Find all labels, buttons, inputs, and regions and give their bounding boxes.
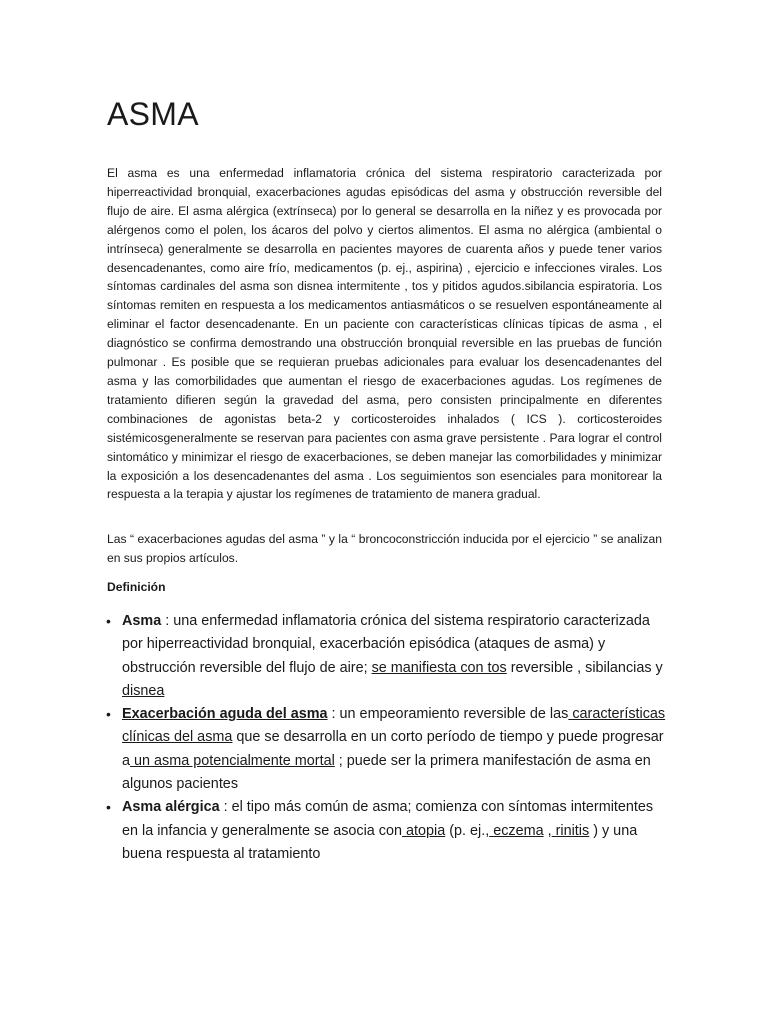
definition-text: ) y una buena respuesta al tratamiento xyxy=(122,822,638,862)
definition-text: : una enfermedad inflamatoria crónica del sistema respiratorio caracterizada por hiperreactividad bronquial, exacerbación episódica (ataques de asma) y obstrucción reversible del flujo de aire; xyxy=(122,613,650,676)
definition-item-asma xyxy=(106,610,667,703)
definition-item-asma-alergica xyxy=(106,796,667,866)
document-title: ASMA xyxy=(107,96,199,132)
link-rinitis[interactable]: rinitis xyxy=(551,822,590,839)
term-label: Asma xyxy=(122,613,162,629)
link-atopia[interactable]: atopia xyxy=(402,822,446,839)
link-se-manifiesta-con-tos[interactable]: se manifiesta con tos xyxy=(371,659,507,676)
definition-text: : el tipo más común de asma; comienza con síntomas intermitentes en la infancia y generalmente se asocia con xyxy=(122,799,654,839)
term-label: Asma alérgica xyxy=(122,799,220,816)
bullet-icon: • xyxy=(106,613,111,629)
definition-text: : un empeoramiento reversible de las xyxy=(327,706,569,723)
related-articles-paragraph: Las “ exacerbaciones agudas del asma ” y la “ broncoconstricción inducida por el ejercicio ” se analizan en sus propios artículos. xyxy=(107,532,662,565)
link-eczema[interactable]: eczema xyxy=(489,822,544,839)
definition-text: que se desarrolla en un corto período de tiempo y puede progresar a xyxy=(122,729,664,769)
link-asma-potencialmente-mortal[interactable]: un asma potencialmente mortal xyxy=(130,752,335,769)
definition-list xyxy=(106,610,667,866)
bullet-icon: • xyxy=(106,706,111,723)
intro-paragraph: El asma es una enfermedad inflamatoria crónica del sistema respiratorio caracterizada por hiperreactividad bronquial, exacerbaciones agudas episódicas del asma y obstrucción reversible del flujo de aire. El asma alérgica (extrínseca) por lo general se desarrolla en la niñez y es provocada por alérgenos como el polen, los ácaros del polvo y ciertos alimentos. El asma no alérgica (ambiental o intrínseca) generalmente se desarrolla en pacientes mayores de cuarenta años y puede tener varios desencadenantes, como aire frío, medicamentos (p. ej., aspirina) , ejercicio e infecciones virales. Los síntomas cardinales del asma son disnea intermitente , tos y pitidos agudos.sibilancia espiratoria. Los síntomas remiten en respuesta a los medicamentos antiasmáticos o se resuelven espontáneamente al eliminar el factor desencadenante. En un paciente con características clínicas típicas de asma , el diagnóstico se confirma demostrando una obstrucción bronquial reversible en las pruebas de función pulmonar . Es posible que se requieran pruebas adicionales para evaluar los desencadenantes del asma y las comorbilidades que aumentan el riesgo de exacerbaciones agudas. Los regímenes de tratamiento difieren según la gravedad del asma, pero consisten principalmente en diferentes combinaciones de agonistas beta-2 y corticosteroides inhalados ( ICS ). corticosteroides sistémicosgeneralmente se reservan para pacientes con asma grave persistente . Para lograr el control sintomático y minimizar el riesgo de exacerbaciones, se deben manejar las comorbilidades y minimizar la exposición a los desencadenantes del asma . Los seguimientos son esenciales para monitorear la respuesta a la terapia y ajustar los regímenes de tratamiento de manera gradual. xyxy=(107,166,662,502)
link-caracteristicas-clinicas[interactable]: características clínicas del asma xyxy=(122,706,666,746)
link-disnea[interactable]: disnea xyxy=(122,682,165,699)
definition-heading: Definición xyxy=(107,580,166,594)
bullet-icon: • xyxy=(106,799,111,816)
definition-text: reversible , sibilancias y xyxy=(506,659,663,676)
term-link-exacerbacion[interactable]: Exacerbación aguda del asma xyxy=(122,706,328,723)
definition-text: ; puede ser la primera manifestación de asma en algunos pacientes xyxy=(122,752,651,793)
definition-item-exacerbacion xyxy=(106,703,667,796)
definition-text: (p. ej., xyxy=(445,822,490,839)
definition-text: , xyxy=(543,822,552,839)
